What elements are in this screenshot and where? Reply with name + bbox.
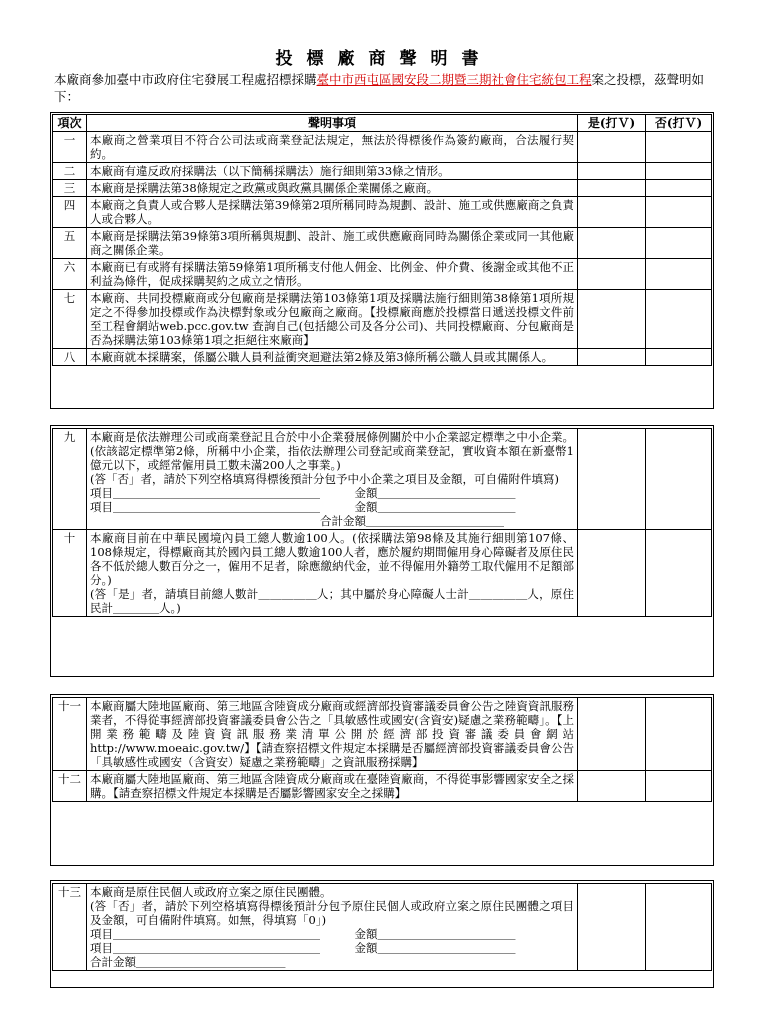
fill-line-item-amount[interactable]: 項目＿＿＿＿＿＿＿＿＿＿＿＿＿＿＿＿＿＿ 金額＿＿＿＿＿＿＿＿＿＿＿＿	[90, 941, 516, 955]
yes-checkbox-cell[interactable]	[578, 698, 646, 771]
item-text: 本廠商就本採購案，係屬公職人員利益衝突迴避法第2條及第3條所稱公職人員或其關係人。	[87, 349, 578, 366]
item-number: 三	[53, 180, 87, 197]
table-row	[53, 349, 712, 366]
item-text: 本廠商、共同投標廠商或分包廠商是採購法第103條第1項及採購法施行細則第38條第1項所規定之不得參加投標或作為決標對象或分包廠商之廠商。【投標廠商應於投標當日遞送投標文件前至工程會網站web.pcc.gov.tw 查詢自己(包括總公司及各分公司)、共同投標廠商、分包廠商是否為採購法第103條第1項之拒絕往來廠商】	[87, 290, 578, 349]
item-text: 本廠商有違反政府採購法（以下簡稱採購法）施行細則第33條之情形。	[87, 163, 578, 180]
table-row	[53, 429, 712, 530]
item-number: 七	[53, 290, 87, 349]
no-checkbox-cell[interactable]	[646, 259, 712, 290]
intro-prefix: 本廠商參加臺中市政府住宅發展工程處招標採購	[54, 72, 317, 87]
item-text: 本廠商是採購法第38條規定之政黨或與政黨具關係企業關係之廠商。	[87, 180, 578, 197]
table-row	[53, 884, 712, 971]
no-checkbox-cell[interactable]	[646, 884, 712, 971]
item-number: 十三	[53, 884, 87, 971]
fill-line-item-amount[interactable]: 項目＿＿＿＿＿＿＿＿＿＿＿＿＿＿＿＿＿＿ 金額＿＿＿＿＿＿＿＿＿＿＿＿	[90, 500, 516, 514]
item-number: 五	[53, 228, 87, 259]
item-text: 本廠商之負責人或合夥人是採購法第39條第2項所稱同時為規劃、設計、施工或供應廠商之負責人或合夥人。	[87, 197, 578, 228]
table-row	[53, 771, 712, 802]
no-checkbox-cell[interactable]	[646, 429, 712, 530]
table-row	[53, 228, 712, 259]
table-row	[53, 132, 712, 163]
yes-checkbox-cell[interactable]	[578, 884, 646, 971]
no-checkbox-cell[interactable]	[646, 290, 712, 349]
yes-checkbox-cell[interactable]	[578, 290, 646, 349]
yes-checkbox-cell[interactable]	[578, 132, 646, 163]
item-text: 本廠商是採購法第39條第3項所稱與規劃、設計、施工或供應廠商同時為關係企業或同一其他廠商之關係企業。	[87, 228, 578, 259]
item-statement: 本廠商是原住民個人或政府立案之原住民團體。	[90, 885, 332, 899]
item-number: 十一	[53, 698, 87, 771]
header-item: 聲明事項	[87, 115, 578, 132]
document-title: 投標廠商聲明書	[275, 49, 493, 69]
no-checkbox-cell[interactable]	[646, 228, 712, 259]
yes-checkbox-cell[interactable]	[578, 197, 646, 228]
no-checkbox-cell[interactable]	[646, 698, 712, 771]
item-text: 本廠商屬大陸地區廠商、第三地區含陸資成分廠商或在臺陸資廠商，不得從事影響國家安全之採購。【請查察招標文件規定本採購是否屬影響國家安全之採購】	[87, 771, 578, 802]
no-checkbox-cell[interactable]	[646, 180, 712, 197]
project-name: 臺中市西屯區國安段二期暨三期社會住宅統包工程	[316, 72, 592, 87]
item-number: 二	[53, 163, 87, 180]
header-no-check: 否(打Ｖ)	[646, 115, 712, 132]
yes-checkbox-cell[interactable]	[578, 228, 646, 259]
item-text	[87, 429, 578, 530]
table-row	[53, 259, 712, 290]
intro-paragraph	[54, 71, 718, 105]
fill-line-item-amount[interactable]: 項目＿＿＿＿＿＿＿＿＿＿＿＿＿＿＿＿＿＿ 金額＿＿＿＿＿＿＿＿＿＿＿＿	[90, 486, 516, 500]
fill-line-total[interactable]: 合計金額＿＿＿＿＿＿＿＿＿＿＿＿	[90, 514, 504, 528]
yes-checkbox-cell[interactable]	[578, 259, 646, 290]
table-row	[53, 163, 712, 180]
item-number: 八	[53, 349, 87, 366]
table-row	[53, 290, 712, 349]
item-text: 本廠商已有或將有採購法第59條第1項所稱支付他人佣金、比例金、仲介費、後謝金或其他不正利益為條件，促成採購契約之成立之情形。	[87, 259, 578, 290]
declaration-table-2	[52, 428, 712, 617]
item-number: 十	[53, 530, 87, 617]
item-number: 十二	[53, 771, 87, 802]
table-row	[53, 698, 712, 771]
yes-checkbox-cell[interactable]	[578, 771, 646, 802]
declaration-table-3	[52, 697, 712, 802]
item-text: 本廠商屬大陸地區廠商、第三地區含陸資成分廠商或經濟部投資審議委員會公告之陸資資訊服務業者，不得從事經濟部投資審議委員會公告之「具敏感性或國安(含資安)疑慮之業務範疇」。【上開業務範疇及陸資資訊服務業清單公開於經濟部投資審議委員會網站http://www.moeaic.gov.tw/】【請查察招標文件規定本採購是否屬經濟部投資審議委員會公告「具敏感性或國安（含資安）疑慮之業務範疇」之資訊服務採購】	[87, 698, 578, 771]
header-no: 項次	[53, 115, 87, 132]
no-checkbox-cell[interactable]	[646, 132, 712, 163]
declaration-table-4	[52, 883, 712, 971]
no-checkbox-cell[interactable]	[646, 197, 712, 228]
item-number: 一	[53, 132, 87, 163]
no-checkbox-cell[interactable]	[646, 349, 712, 366]
item-text	[87, 884, 578, 971]
declaration-table-1	[52, 114, 712, 366]
item-number: 六	[53, 259, 87, 290]
fill-line-item-amount[interactable]: 項目＿＿＿＿＿＿＿＿＿＿＿＿＿＿＿＿＿＿ 金額＿＿＿＿＿＿＿＿＿＿＿＿	[90, 927, 516, 941]
no-checkbox-cell[interactable]	[646, 530, 712, 617]
item-note: (答「否」者，請於下列空格填寫得標後預計分包予原住民個人或政府立案之原住民團體之項目及金額，可自備附件填寫。如無，得填寫「0」)	[90, 899, 574, 927]
table-row	[53, 180, 712, 197]
table-header-row	[53, 115, 712, 132]
item-statement: 本廠商是依法辦理公司或商業登記且合於中小企業發展條例關於中小企業認定標準之中小企業。(依該認定標準第2條，所稱中小企業，指依法辦理公司登記或商業登記，實收資本額在新臺幣1億元以下，或經常僱用員工數未滿200人之事業。)	[90, 430, 574, 472]
no-checkbox-cell[interactable]	[646, 771, 712, 802]
item-text: 本廠商之營業項目不符合公司法或商業登記法規定，無法於得標後作為簽約廠商，合法履行契約。	[87, 132, 578, 163]
item-number: 九	[53, 429, 87, 530]
yes-checkbox-cell[interactable]	[578, 163, 646, 180]
no-checkbox-cell[interactable]	[646, 163, 712, 180]
fill-line-total[interactable]: 合計金額＿＿＿＿＿＿＿＿＿＿＿＿＿	[90, 955, 286, 969]
yes-checkbox-cell[interactable]	[578, 349, 646, 366]
item-note: (答「是」者，請填目前總人數計＿＿＿＿＿人；其中屬於身心障礙人士計＿＿＿＿＿人，原住民計＿＿＿＿人。)	[90, 587, 574, 615]
item-statement: 本廠商目前在中華民國境內員工總人數逾100人。(依採購法第98條及其施行細則第107條、108條規定，得標廠商其於國內員工總人數逾100人者，應於履約期間僱用身心障礙者及原住民各不低於總人數百分之一，僱用不足者，除應繳納代金，並不得僱用外籍勞工取代僱用不足額部分。)	[90, 531, 574, 587]
yes-checkbox-cell[interactable]	[578, 530, 646, 617]
yes-checkbox-cell[interactable]	[578, 429, 646, 530]
item-text	[87, 530, 578, 617]
table-row	[53, 197, 712, 228]
intro-suffix: 案之投標，茲聲明如下：	[54, 72, 705, 104]
item-number: 四	[53, 197, 87, 228]
header-yes: 是(打Ｖ)	[578, 115, 646, 132]
item-note: (答「否」者，請於下列空格填寫得標後預計分包予中小企業之項目及金額，可自備附件填寫)	[90, 472, 559, 486]
yes-checkbox-cell[interactable]	[578, 180, 646, 197]
table-row	[53, 530, 712, 617]
